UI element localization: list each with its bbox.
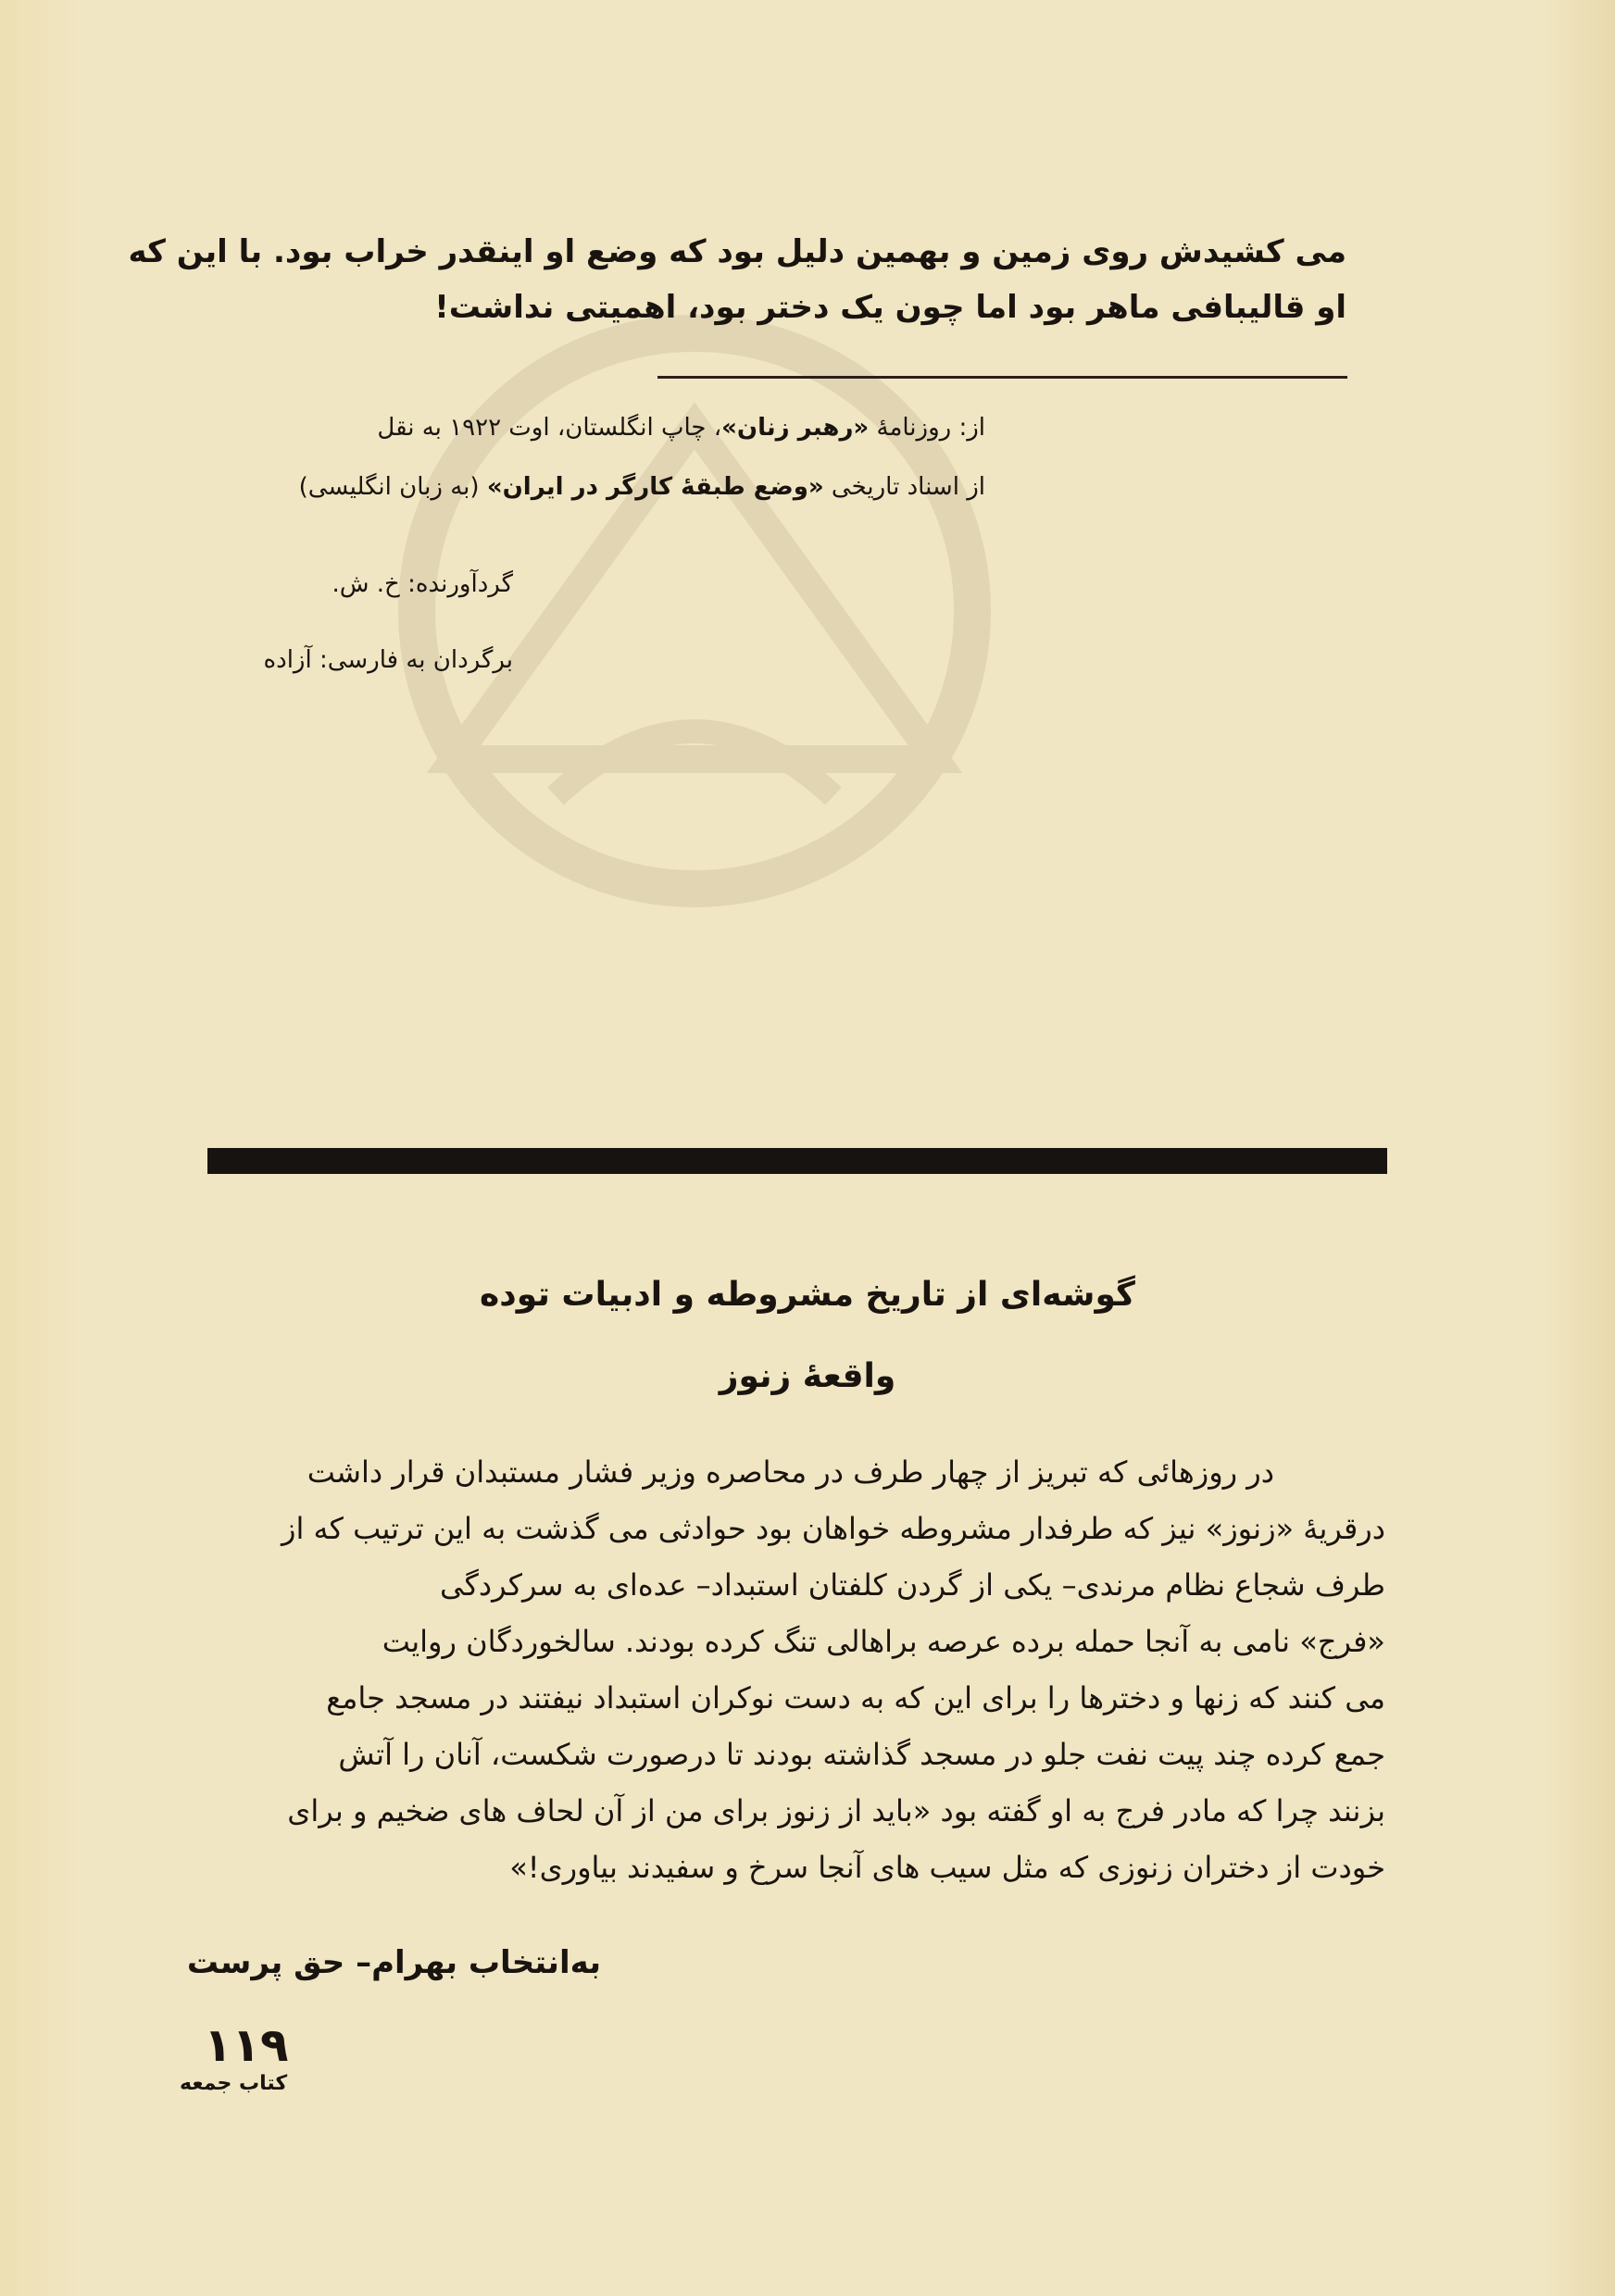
paper-edge-shadow-right — [1541, 0, 1615, 2296]
body-line: خودت از دختران زنوزی که مثل سیب های آنجا سرخ و سفیدند بیاوری!» — [509, 1850, 1385, 1885]
source-line-document: از اسناد تاریخی «وضع طبقهٔ کارگر در ایران» (به زبان انگلیسی) — [298, 473, 985, 501]
article-subtitle: واقعهٔ زنوز — [719, 1357, 896, 1395]
source-divider-rule — [657, 376, 1347, 379]
paper-edge-shadow-left — [0, 0, 83, 2296]
continuation-line: می کشیدش روی زمین و بهمین دلیل بود که وضع او اینقدر خراب بود. با این که — [128, 233, 1346, 270]
section-divider-bar — [207, 1148, 1387, 1174]
body-line: طرف شجاع نظام مرندی– یکی از گردن کلفتان استبداد– عده‌ای به سرکردگی — [439, 1567, 1385, 1603]
page-number: ۱۱۹ — [204, 2018, 289, 2072]
body-line: در روزهائی که تبریز از چهار طرف در محاصره وزیر فشار مستبدان قرار داشت — [307, 1454, 1274, 1490]
previous-article-ending — [128, 224, 1346, 335]
source-citation — [217, 398, 985, 517]
body-line: «فرج» نامی به آنجا حمله برده عرصه براهالی تنگ کرده بودند. سالخوردگان روایت — [382, 1624, 1385, 1659]
compiler-credit: گردآورنده: خ. ش. — [332, 570, 513, 598]
body-line: بزنند چرا که مادر فرج به او گفته بود «باید از زنوز برای من از آن لحاف های ضخیم و برای — [287, 1793, 1385, 1828]
article-body — [200, 1444, 1385, 1896]
translator-credit: برگردان به فارسی: آزاده — [263, 646, 513, 674]
continuation-line: او قالیبافی ماهر بود اما چون یک دختر بود، اهمیتی نداشت! — [434, 289, 1346, 326]
body-line: درقریهٔ «زنوز» نیز که طرفدار مشروطه خواهان بود حوادثی می گذشت به این ترتیب که از — [281, 1511, 1385, 1546]
newspaper-name: «رهبر زنان» — [721, 414, 870, 442]
document-title: «وضع طبقهٔ کارگر در ایران» — [486, 473, 824, 501]
body-line: می کنند که زنها و دخترها را برای این که به دست نوکران استبداد نیفتند در مسجد جامع — [326, 1680, 1385, 1716]
credits — [143, 546, 513, 698]
selection-credit: به‌انتخاب بهرام– حق پرست — [186, 1944, 601, 1981]
journal-name: کتاب جمعه — [180, 2072, 288, 2095]
source-line-newspaper: از: روزنامهٔ «رهبر زنان»، چاپ انگلستان، اوت ۱۹۲۲ به نقل — [377, 414, 985, 442]
article-title: گوشه‌ای از تاریخ مشروطه و ادبیات توده — [480, 1276, 1135, 1314]
body-line: جمع کرده چند پیت نفت جلو در مسجد گذاشته بودند تا درصورت شکست، آنان را آتش — [338, 1737, 1385, 1772]
